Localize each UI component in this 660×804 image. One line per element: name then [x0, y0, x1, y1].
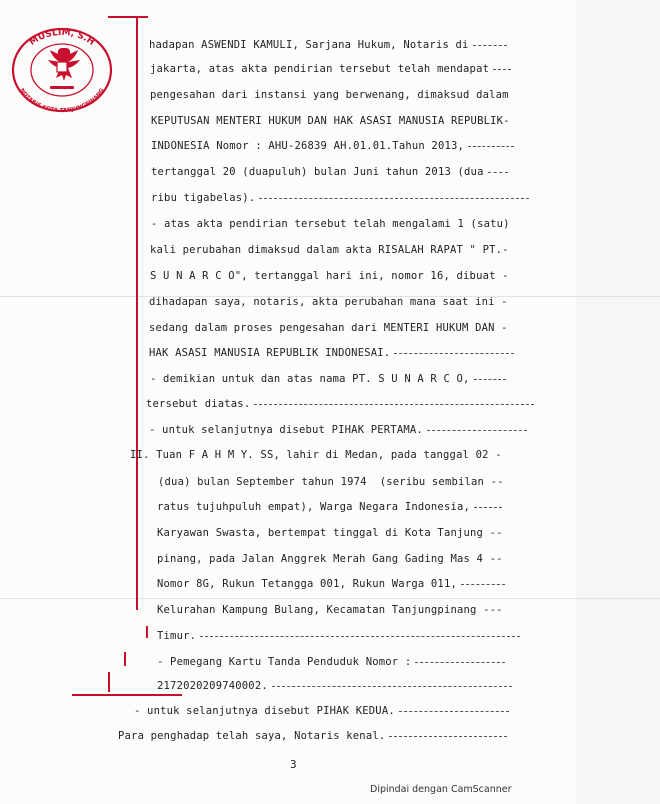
body-line: ribu tigabelas). — [151, 192, 529, 204]
body-line: Kelurahan Kampung Bulang, Kecamatan Tanjungpinang --- — [157, 604, 503, 616]
margin-rule-mark — [124, 652, 126, 666]
scan-background — [576, 0, 660, 804]
body-line: HAK ASASI MANUSIA REPUBLIK INDONESAI. — [149, 347, 514, 359]
body-line: tertanggal 20 (duapuluh) bulan Juni tahun 2013 (dua — [151, 166, 508, 178]
body-line: jakarta, atas akta pendirian tersebut telah mendapat — [150, 63, 511, 75]
body-line: KEPUTUSAN MENTERI HUKUM DAN HAK ASASI MANUSIA REPUBLIK- — [151, 115, 510, 127]
body-line: INDONESIA Nomor : AHU-26839 AH.01.01.Tahun 2013, — [151, 140, 514, 152]
body-line: Timur. — [157, 630, 520, 642]
margin-rule-mark — [108, 672, 110, 692]
body-line: - atas akta pendirian tersebut telah mengalami 1 (satu) — [151, 218, 510, 230]
body-line: ratus tujuhpuluh empat), Warga Negara Indonesia, — [157, 501, 502, 513]
body-line: - untuk selanjutnya disebut PIHAK PERTAMA. — [149, 424, 527, 436]
margin-rule-bottom — [72, 694, 182, 696]
scan-fold-line — [0, 598, 660, 599]
notary-seal-stamp — [10, 26, 114, 114]
margin-rule-mark — [146, 626, 148, 638]
body-line: pinang, pada Jalan Anggrek Merah Gang Gading Mas 4 -- — [157, 553, 503, 565]
svg-text:NOTARIS KOTA TANJUNGPINANG: NOTARIS KOTA TANJUNGPINANG — [18, 87, 106, 114]
body-line: sedang dalam proses pengesahan dari MENTERI HUKUM DAN - — [149, 322, 508, 334]
body-line: tersebut diatas. — [146, 398, 534, 410]
body-line: Nomor 8G, Rukun Tetangga 001, Rukun Warga 011, — [157, 578, 505, 590]
body-line: S U N A R C O", tertanggal hari ini, nomor 16, dibuat - — [150, 270, 509, 282]
body-line: II. Tuan F A H M Y. SS, lahir di Medan, pada tanggal 02 - — [130, 449, 502, 461]
body-line: - Pemegang Kartu Tanda Penduduk Nomor : — [157, 656, 505, 668]
body-line: Karyawan Swasta, bertempat tinggal di Kota Tanjung -- — [157, 527, 503, 539]
body-line: dihadapan saya, notaris, akta perubahan mana saat ini - — [149, 296, 508, 308]
scanner-watermark-text: Dipindai dengan CamScanner — [370, 784, 512, 795]
body-line: kali perubahan dimaksud dalam akta RISALAH RAPAT " PT.- — [150, 244, 509, 256]
body-line: - untuk selanjutnya disebut PIHAK KEDUA. — [134, 705, 509, 717]
body-line: hadapan ASWENDI KAMULI, Sarjana Hukum, Notaris di — [149, 39, 507, 51]
body-line: Para penghadap telah saya, Notaris kenal. — [118, 730, 507, 742]
body-line: - demikian untuk dan atas nama PT. S U N A R C O, — [150, 373, 506, 385]
body-line: 2172020209740002. — [157, 680, 512, 692]
margin-rule-top — [108, 16, 148, 18]
svg-text:MUSLIM, S.H: MUSLIM, S.H — [27, 27, 97, 48]
page-number: 3 — [290, 758, 297, 771]
margin-rule-vertical — [136, 18, 138, 610]
body-line: pengesahan dari instansi yang berwenang, dimaksud dalam — [150, 89, 509, 101]
garuda-emblem-icon — [48, 48, 80, 89]
body-line: (dua) bulan September tahun 1974 (seribu sembilan -- — [158, 476, 504, 488]
